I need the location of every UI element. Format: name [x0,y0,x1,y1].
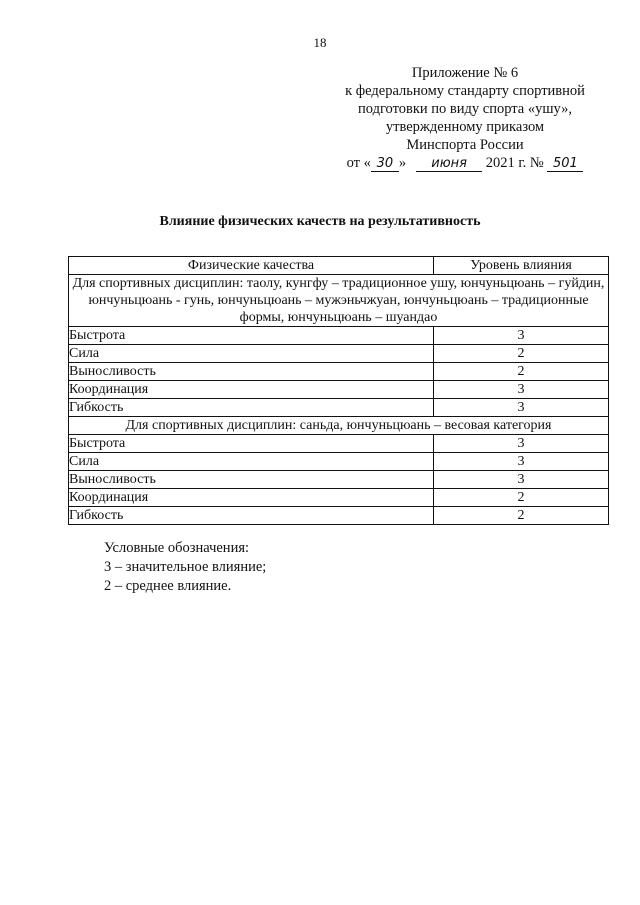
group-label: Для спортивных дисциплин: саньда, юнчуньцюань – весовая категория [69,417,609,435]
group-row [69,417,609,435]
quality-name: Выносливость [69,363,434,381]
order-number-handwritten: 501 [547,157,583,172]
legend-title: Условные обозначения: [104,540,250,556]
table-header-row [69,257,609,275]
table-row [69,489,609,507]
legend [104,539,266,596]
annex-line: к федеральному стандарту спортивной [345,83,585,99]
quality-name: Гибкость [69,399,434,417]
quality-name: Координация [69,489,434,507]
quality-name: Сила [69,453,434,471]
legend-item: 3 – значительное влияние; [104,559,267,575]
table-row [69,399,609,417]
table-row [69,435,609,453]
influence-value: 3 [434,453,609,471]
date-month-handwritten: июня [416,157,482,172]
page-number: 18 [313,35,327,50]
table-row [69,327,609,345]
table-row [69,363,609,381]
column-header-level: Уровень влияния [434,257,609,275]
table-row [69,471,609,489]
table-row [69,345,609,363]
legend-item: 2 – среднее влияние. [104,578,232,594]
date-year: 2021 г. № [485,155,544,171]
quality-name: Координация [69,381,434,399]
annex-date-line [330,154,600,172]
influence-value: 3 [434,435,609,453]
influence-value: 3 [434,399,609,417]
quality-name: Выносливость [69,471,434,489]
date-prefix: от « [346,155,371,171]
annex-line: подготовки по виду спорта «ушу», [357,101,572,117]
influence-value: 3 [434,471,609,489]
quality-table [68,256,609,525]
date-mid: » [398,155,407,171]
annex-line: Минспорта России [406,137,524,153]
quality-name: Быстрота [69,327,434,345]
date-day-handwritten: 30 [371,157,399,172]
influence-value: 2 [434,489,609,507]
annex-line: утвержденному приказом [385,119,545,135]
influence-value: 2 [434,363,609,381]
quality-name: Сила [69,345,434,363]
influence-value: 3 [434,327,609,345]
annex-line: Приложение № 6 [411,65,519,81]
document-title: Влияние физических качеств на результативность [159,214,481,229]
table-row [69,381,609,399]
table-row [69,453,609,471]
influence-value: 2 [434,507,609,525]
quality-name: Гибкость [69,507,434,525]
annex-block [330,64,600,172]
group-label: Для спортивных дисциплин: таолу, кунгфу – традиционное ушу, юнчуньцюань – гуйдин, юнчуньцюань - гунь, юнчуньцюань – мужэньчжуан, юнчуньцюань – традиционные формы, юнчуньцюань – шуандао [69,275,609,327]
influence-value: 3 [434,381,609,399]
influence-value: 2 [434,345,609,363]
column-header-quality: Физические качества [69,257,434,275]
quality-name: Быстрота [69,435,434,453]
group-row [69,275,609,327]
table-row [69,507,609,525]
